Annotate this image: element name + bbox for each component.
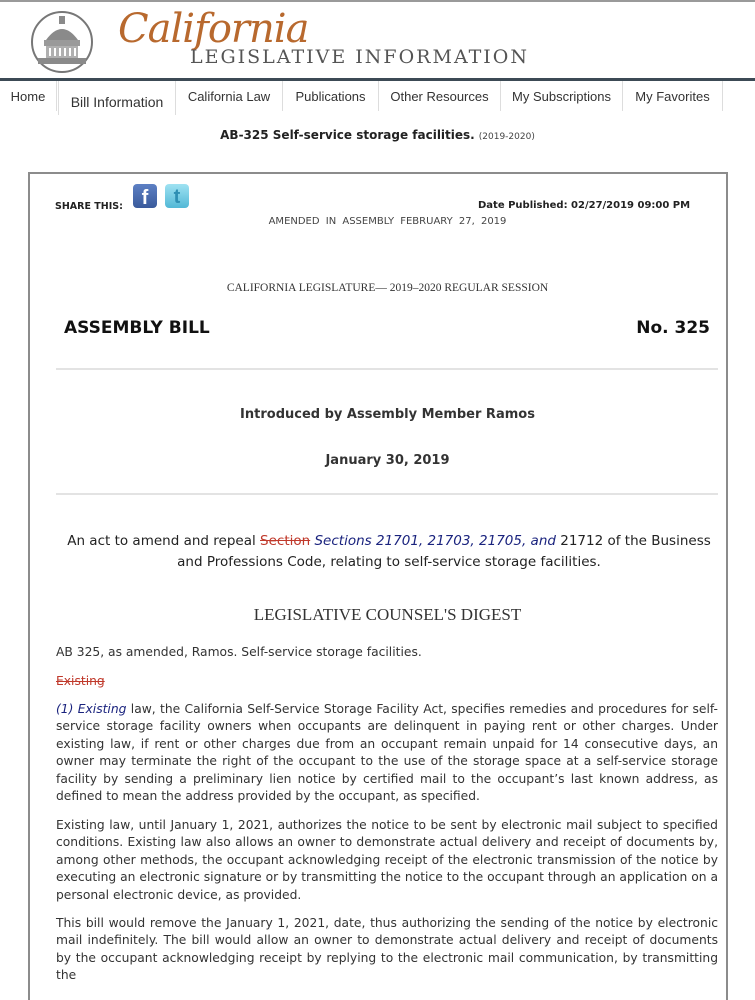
paragraph-text: law, the California Self-Service Storage Facility Act, specifies remedies and procedures for self-service storage facility owners when occupants are delinquent in paying rent or other charges. Under existing law, if rent or other charges due from an occupant remain unpaid for 14 consecutive days, an owner may terminate the right of the occupant to the use of the storage space at a self-service storage facility by sending a preliminary lien notice by certified mail to the occupant’s last known address, as defined to mean the address provided by the occupant, as specified. — [56, 702, 718, 804]
act-prefix: An act to amend and repeal — [67, 533, 261, 549]
divider — [56, 493, 718, 495]
bill-session: (2019-2020) — [478, 132, 535, 142]
digest-paragraph: This bill would remove the January 1, 2021, date, thus authorizing the sending of the notice by electronic mail indefinitely. The bill would allow an owner to demonstrate actual delivery and receipt of documents by the occupant acknowledging receipt by replying to the electronic mail communication, by transmitting the — [56, 916, 718, 983]
main-nav — [0, 78, 755, 112]
act-title — [60, 531, 718, 573]
struck-text: Section — [260, 533, 311, 549]
facebook-icon[interactable]: f — [133, 184, 157, 208]
nav-my-favorites[interactable]: My Favorites — [623, 81, 723, 111]
digest-paragraph: Existing law, until January 1, 2021, authorizes the notice to be sent by electronic mail subject to specified conditions. Existing law also allows an owner to demonstrate actual delivery and receipt of documents by, among other methods, the occupant acknowledging receipt of the electronic transmission of the notice by executing an electronic signature or by transmitting the notice to the occupant through an application on a personal electronic device, as provided. — [56, 818, 718, 902]
bill-title: AB-325 Self-service storage facilities. — [220, 128, 475, 142]
struck-text: Existing — [56, 674, 105, 688]
nav-publications[interactable]: Publications — [283, 81, 379, 111]
act-suffix: 21712 of the Business and Professions Code, relating to self-service storage facilities. — [177, 533, 711, 570]
legislature-session: CALIFORNIA LEGISLATURE— 2019–2020 REGULAR SESSION — [226, 282, 549, 294]
bill-title-line — [0, 128, 755, 142]
amended-line: AMENDED IN ASSEMBLY FEBRUARY 27, 2019 — [268, 216, 507, 227]
added-text: (1) Existing — [56, 702, 127, 716]
nav-home[interactable]: Home — [0, 81, 57, 111]
nav-other-resources[interactable]: Other Resources — [379, 81, 501, 111]
site-header — [0, 2, 755, 78]
divider — [56, 368, 718, 370]
nav-my-subscriptions[interactable]: My Subscriptions — [501, 81, 623, 111]
date-published: Date Published: 02/27/2019 09:00 PM — [478, 200, 691, 211]
logo-subtitle: LEGISLATIVE INFORMATION — [190, 46, 530, 68]
added-text: Sections 21701, 21703, 21705, and — [310, 533, 556, 549]
bill-number: No. 325 — [636, 318, 710, 338]
logo-california-text[interactable]: California — [118, 6, 309, 52]
nav-california-law[interactable]: California Law — [176, 81, 283, 111]
nav-bill-information[interactable]: Bill Information — [58, 81, 176, 115]
twitter-icon[interactable]: t — [165, 184, 189, 208]
introduced-date: January 30, 2019 — [325, 453, 450, 468]
digest-summary: AB 325, as amended, Ramos. Self-service storage facilities. — [56, 645, 422, 659]
capitol-dome-logo-icon[interactable] — [28, 10, 96, 74]
introduced-by: Introduced by Assembly Member Ramos — [240, 407, 535, 422]
digest-heading: LEGISLATIVE COUNSEL'S DIGEST — [253, 605, 522, 624]
bill-type: ASSEMBLY BILL — [64, 318, 210, 338]
digest-paragraph — [56, 701, 718, 805]
share-label: SHARE THIS: — [55, 201, 123, 212]
digest-struck-word — [56, 673, 718, 690]
